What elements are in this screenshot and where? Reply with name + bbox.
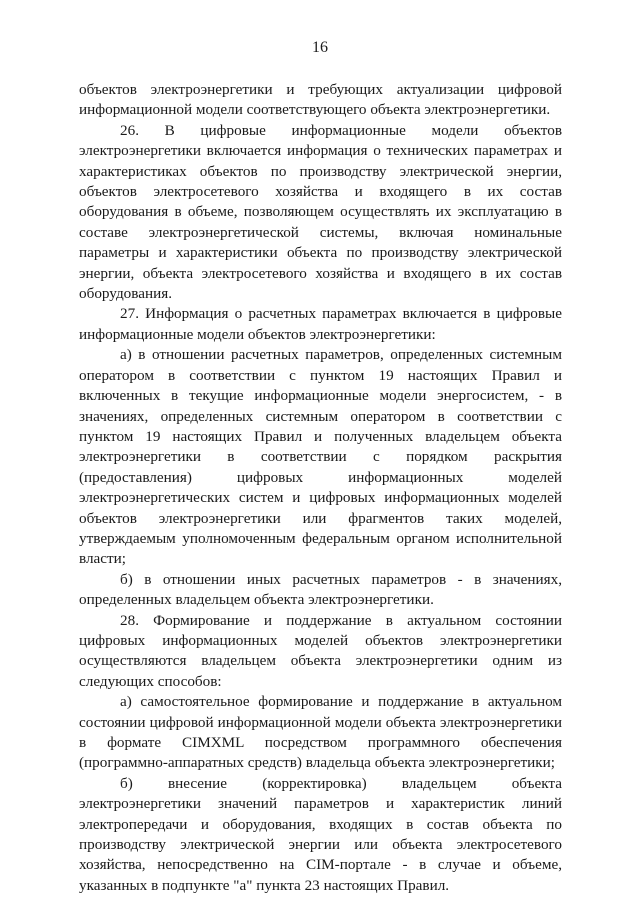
paragraph-item-28: 28. Формирование и поддержание в актуальном состоянии цифровых информационных моделей объектов электроэнергетики осуществляются владельцем объекта электроэнергетики одним из следующих способов:: [79, 611, 562, 690]
paragraph-item-27-a: а) в отношении расчетных параметров, определенных системным оператором в соответствии с пунктом 19 настоящих Правил и включенных в текущие информационные модели энергосистем, - в значениях, определенных системным оператором в соответствии с пунктом 19 настоящих Правил и полученных владельцем объекта электроэнергетики в соответствии с порядком раскрытия (предоставления) цифровых информационных моделей электроэнергетических систем и цифровых информационных моделей объектов электроэнергетики или фрагментов таких моделей, утверждаемым уполномоченным федеральным органом исполнительной власти;: [79, 346, 562, 568]
paragraph-item-28-a: а) самостоятельное формирование и поддержание в актуальном состоянии цифровой информационной модели объекта электроэнергетики в формате CIMXML посредством программного обеспечения (программно-аппаратных средств) владельца объекта электроэнергетики;: [79, 693, 562, 772]
page-number: 16: [312, 39, 328, 56]
paragraph-item-27: 27. Информация о расчетных параметрах включается в цифровые информационные модели объектов электроэнергетики:: [79, 305, 562, 343]
paragraph-item-26: 26. В цифровые информационные модели объектов электроэнергетики включается информация о технических параметрах и характеристиках объектов по производству электрической энергии, объектов электросетевого хозяйства и входящего в их состав оборудования в объеме, позволяющем осуществлять их эксплуатацию в составе электроэнергетической системы, включая номинальные параметры и характеристики объекта по производству электрической энергии, объекта электросетевого хозяйства и входящего в их состав оборудования.: [79, 121, 562, 303]
paragraph-item-27-b: б) в отношении иных расчетных параметров - в значениях, определенных владельцем объекта электроэнергетики.: [79, 570, 562, 609]
paragraph-continuation: объектов электроэнергетики и требующих актуализации цифровой информационной модели соответствующего объекта электроэнергетики.: [79, 81, 562, 119]
document-body: [79, 80, 562, 896]
paragraph-item-28-b: б) внесение (корректировка) владельцем объекта электроэнергетики значений параметров и характеристик линий электропередачи и оборудования, входящих в состав объекта по производству электрической энергии или объекта электросетевого хозяйства, непосредственно на CIM-портале - в случае и объеме, указанных в подпункте "а" пункта 23 настоящих Правил.: [79, 774, 562, 894]
